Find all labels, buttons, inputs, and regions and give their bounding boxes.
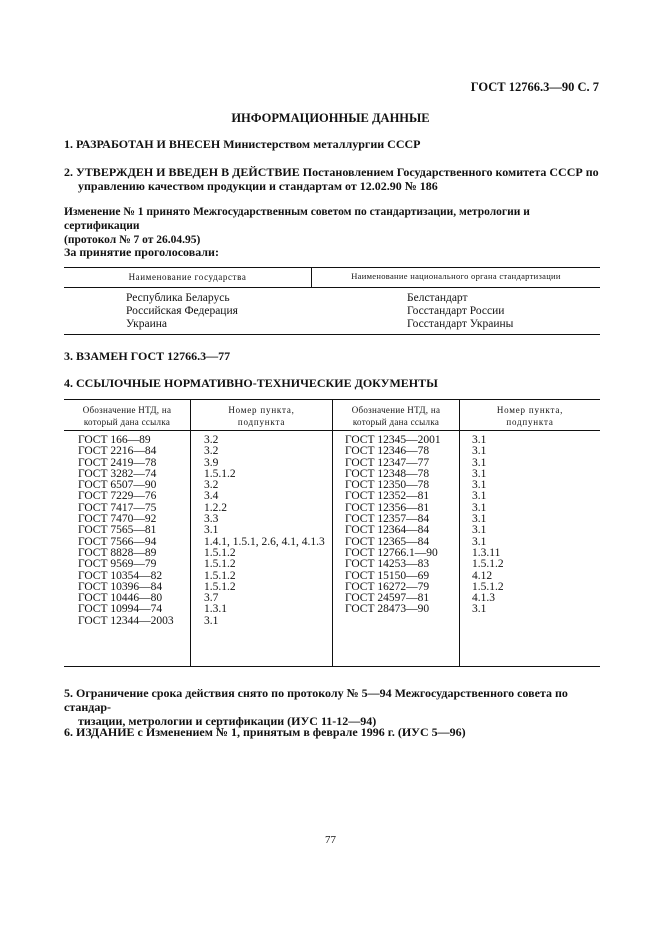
ref-num-cell: 3.1	[472, 524, 487, 537]
page-number: 77	[325, 834, 336, 846]
ref-num-cell: 1.5.1.2	[472, 580, 504, 593]
ref-right-docs	[345, 435, 441, 616]
ref-num-cell: 3.1	[472, 434, 487, 446]
page-title: ИНФОРМАЦИОННЫЕ ДАННЫЕ	[231, 111, 430, 125]
ref-doc-cell: ГОСТ 10994—74	[78, 603, 163, 616]
ref-num-cell: 1.5.1.2	[204, 558, 236, 571]
ref-doc-cell: ГОСТ 12356—81	[345, 501, 430, 514]
ref-doc-cell: ГОСТ 8828—89	[78, 546, 157, 559]
ref-num-cell: 3.1	[472, 445, 487, 458]
ref-num-cell: 3.2	[204, 479, 219, 492]
ref-doc-cell: ГОСТ 12350—78	[345, 479, 430, 492]
ref-doc-cell: ГОСТ 24597—81	[345, 592, 430, 605]
ref-num-cell: 3.1	[472, 479, 487, 492]
ref-num-cell: 3.1	[472, 535, 487, 548]
ref-right-nums	[472, 435, 504, 616]
ref-doc-cell: ГОСТ 15150—69	[345, 569, 430, 582]
ref-doc-cell: ГОСТ 12766.1—90	[345, 546, 438, 559]
vote-state: Российская Федерация	[126, 305, 238, 317]
vote-col-body-header: Наименование национального органа стандартизации	[351, 271, 561, 281]
ref-doc-cell: ГОСТ 12348—78	[345, 467, 430, 480]
ref-num-cell: 3.1	[472, 456, 487, 469]
ref-num-cell: 1.4.1, 1.5.1, 2.6, 4.1, 4.1.3	[204, 535, 325, 548]
ref-num-cell: 4.12	[472, 569, 493, 582]
ref-doc-cell: ГОСТ 7470—92	[78, 513, 157, 526]
ref-doc-header-right	[333, 404, 459, 428]
vote-state: Республика Беларусь	[126, 292, 230, 304]
ref-doc-cell: ГОСТ 7566—94	[78, 535, 157, 548]
ref-num-cell: 1.5.1.2	[472, 558, 504, 571]
vote-body: Госстандарт России	[407, 305, 505, 317]
ref-num-cell: 3.2	[204, 445, 219, 458]
ref-doc-cell: ГОСТ 28473—90	[345, 603, 430, 616]
ref-num-cell: 3.1	[472, 603, 487, 616]
item-1-label: 1. РАЗРАБОТАН И ВНЕСЕН	[64, 137, 221, 151]
ref-doc-cell: ГОСТ 12344—2003	[78, 614, 174, 627]
item-6: 6. ИЗДАНИЕ с Изменением № 1, принятым в феврале 1996 г. (ИУС 5—96)	[64, 725, 466, 739]
amendment-note	[64, 205, 600, 247]
ref-doc-header-left	[64, 404, 190, 428]
ref-num-header-right	[460, 404, 600, 428]
ref-doc-cell: ГОСТ 12357—84	[345, 513, 430, 526]
ref-doc-cell: ГОСТ 12345—2001	[345, 434, 441, 446]
ref-num-cell: 3.1	[204, 524, 219, 537]
vote-states	[126, 292, 238, 331]
ref-num-cell: 1.5.1.2	[204, 580, 236, 593]
ref-doc-cell: ГОСТ 16272—79	[345, 580, 430, 593]
ref-num-cell: 1.5.1.2	[204, 467, 236, 480]
vote-bodies	[407, 292, 513, 331]
ref-doc-cell: ГОСТ 7565—81	[78, 524, 157, 537]
ref-num-header-line: подпункта	[506, 417, 554, 427]
voted-label: За принятие проголосовали:	[64, 245, 219, 259]
vote-state: Украина	[126, 318, 167, 330]
amendment-line-1: Изменение № 1 принято Межгосударственным советом по стандартизации, метрологии и сертификации	[64, 206, 530, 232]
ref-num-header-line: Номер пункта,	[228, 405, 295, 415]
amendment-line-2: (протокол № 7 от 26.04.95)	[64, 234, 201, 246]
item-1	[64, 137, 600, 151]
ref-doc-cell: ГОСТ 12346—78	[345, 445, 430, 458]
ref-num-cell: 3.1	[472, 501, 487, 514]
ref-doc-cell: ГОСТ 12365—84	[345, 535, 430, 548]
ref-doc-cell: ГОСТ 7417—75	[78, 501, 157, 514]
item-1-text: Министерством металлургии СССР	[223, 137, 421, 151]
ref-num-cell: 3.7	[204, 592, 219, 605]
item-5-line-1: 5. Ограничение срока действия снято по протоколу № 5—94 Межгосударственного совета по стандар-	[64, 686, 568, 714]
ref-num-cell: 4.1.3	[472, 592, 495, 605]
item-5	[64, 686, 600, 728]
ref-num-cell: 3.3	[204, 513, 219, 526]
ref-num-cell: 3.1	[472, 467, 487, 480]
vote-col-state-header: Наименование государства	[128, 272, 247, 282]
ref-doc-cell: ГОСТ 6507—90	[78, 479, 157, 492]
ref-doc-header-line: который дана ссылка	[352, 417, 440, 427]
ref-doc-cell: ГОСТ 10446—80	[78, 592, 163, 605]
ref-num-header-line: Номер пункта,	[496, 405, 564, 415]
item-2	[64, 165, 600, 193]
ref-doc-cell: ГОСТ 7229—76	[78, 490, 157, 503]
page-reference: ГОСТ 12766.3—90 С. 7	[470, 80, 599, 94]
ref-doc-header-line: который дана ссылка	[83, 417, 171, 427]
ref-doc-cell: ГОСТ 10354—82	[78, 569, 163, 582]
item-5-line-2: тизации, метрологии и сертификации (ИУС 11-12—94)	[78, 714, 377, 728]
ref-num-cell: 3.1	[472, 490, 487, 503]
item-3: 3. ВЗАМЕН ГОСТ 12766.3—77	[64, 349, 231, 363]
ref-doc-cell: ГОСТ 12347—77	[345, 456, 430, 469]
ref-num-cell: 1.5.1.2	[204, 546, 236, 559]
ref-num-cell: 1.3.1	[204, 603, 227, 616]
references-table	[64, 399, 600, 667]
ref-num-cell: 3.2	[204, 434, 219, 446]
ref-num-header-line: подпункта	[237, 417, 286, 427]
ref-doc-cell: ГОСТ 2216—84	[78, 445, 157, 458]
ref-num-cell: 3.1	[472, 513, 487, 526]
ref-doc-cell: ГОСТ 3282—74	[78, 467, 157, 480]
ref-doc-cell: ГОСТ 12364—84	[345, 524, 430, 537]
ref-num-cell: 1.2.2	[204, 501, 227, 514]
vote-body: Госстандарт Украины	[407, 318, 514, 330]
item-4: 4. ССЫЛОЧНЫЕ НОРМАТИВНО-ТЕХНИЧЕСКИЕ ДОКУМЕНТЫ	[64, 376, 438, 390]
ref-doc-cell: ГОСТ 12352—81	[345, 490, 430, 503]
ref-num-cell: 1.3.11	[472, 546, 501, 559]
ref-num-header-left	[191, 404, 332, 428]
ref-num-cell: 1.5.1.2	[204, 569, 236, 582]
ref-doc-header-line: Обозначение НТД, на	[82, 405, 172, 415]
item-2-label: 2. УТВЕРЖДЕН И ВВЕДЕН В ДЕЙСТВИЕ	[64, 165, 300, 179]
ref-num-cell: 3.4	[204, 490, 219, 503]
item-2-text-2: управлению качеством продукции и стандартам от 12.02.90 № 186	[78, 179, 438, 193]
vote-body: Белстандарт	[407, 292, 468, 304]
ref-doc-cell: ГОСТ 10396—84	[78, 580, 163, 593]
voting-table	[64, 267, 600, 335]
ref-doc-cell: ГОСТ 9569—79	[78, 558, 157, 571]
ref-doc-cell: ГОСТ 166—89	[78, 434, 151, 446]
ref-left-nums	[204, 435, 325, 627]
ref-doc-cell: ГОСТ 2419—78	[78, 456, 157, 469]
ref-doc-header-line: Обозначение НТД, на	[351, 405, 441, 415]
ref-num-cell: 3.1	[204, 614, 219, 627]
ref-doc-cell: ГОСТ 14253—83	[345, 558, 430, 571]
ref-num-cell: 3.9	[204, 456, 219, 469]
item-2-text-1: Постановлением Государственного комитета СССР по	[302, 165, 599, 179]
ref-left-docs	[78, 435, 174, 627]
